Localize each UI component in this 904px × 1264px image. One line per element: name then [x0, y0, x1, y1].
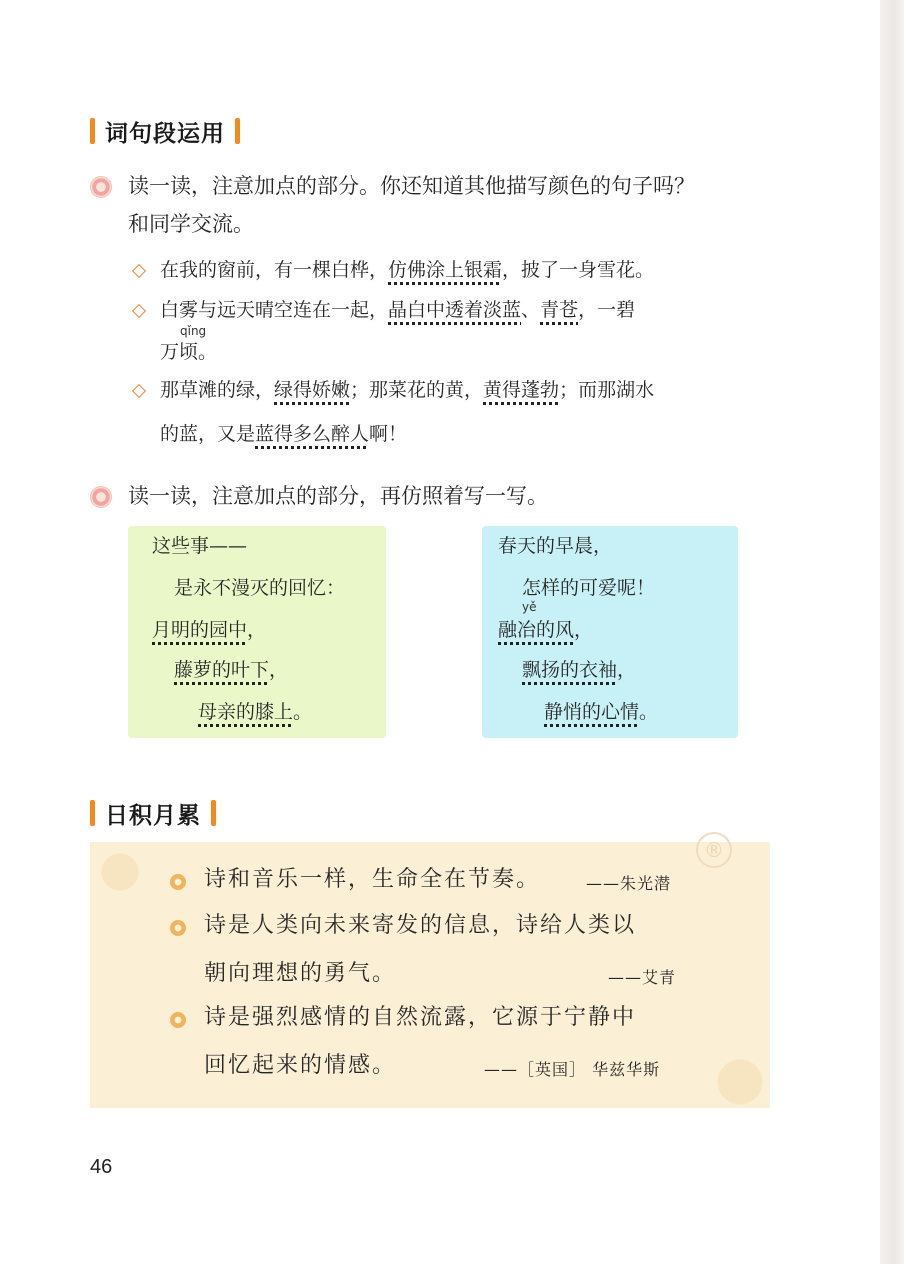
poem-line: 怎样的可爱呢！ [522, 577, 656, 599]
exercise-bullet-icon [90, 176, 112, 198]
quote-1-author: ——朱光潜 [586, 874, 672, 893]
text: 啊！ [369, 423, 408, 445]
pinyin-annotation: qǐng [180, 324, 207, 338]
text: 、 [521, 299, 541, 321]
text: ， [617, 659, 637, 681]
poem-line [522, 656, 636, 684]
quote-bullet-icon [170, 1012, 186, 1028]
poem-line [198, 698, 312, 726]
exercise1-prompt-line1: 读一读，注意加点的部分。你还知道其他描写颜色的句子吗？ [128, 174, 695, 198]
text: ， [574, 619, 594, 641]
text: 。 [198, 341, 218, 363]
text: ；那菜花的黄， [350, 379, 484, 401]
emphasized-text: 绿得娇嫩 [274, 379, 351, 401]
example-sentence-3 [160, 376, 654, 404]
page-edge-strip [880, 0, 904, 1264]
text: ，一碧 [578, 299, 636, 321]
example-box-right [482, 526, 738, 738]
emphasized-text: 月明的园中 [152, 619, 248, 641]
diamond-bullet-icon [132, 304, 146, 318]
pinyin-annotation: yě [522, 600, 537, 614]
text: 。 [639, 701, 659, 723]
section-title: 词句段运用 [105, 120, 225, 147]
emphasized-text: 晶白中透着淡蓝 [388, 299, 522, 321]
registered-watermark: ® [696, 832, 732, 868]
text: ， [269, 659, 289, 681]
poem-line: 春天的早晨， [498, 535, 613, 557]
poem-line: 这些事—— [152, 535, 248, 557]
poem-line [174, 656, 288, 684]
text: 。 [293, 701, 313, 723]
poem-line [152, 616, 266, 644]
header-bar-right [211, 800, 216, 826]
quote-bullet-icon [170, 874, 186, 890]
quote-3-author: ——［英国］ 华兹华斯 [484, 1060, 661, 1079]
text: ，披了一身雪花。 [502, 259, 655, 281]
text: 万顷 [160, 341, 199, 363]
text: 在我的窗前，有一棵白桦， [160, 259, 389, 281]
poem-line: 是永不漫灭的回忆： [174, 577, 346, 599]
exercise1-prompt-line2: 和同学交流。 [128, 212, 254, 236]
quote-bullet-icon [170, 920, 186, 936]
poem-line [498, 616, 593, 644]
poem-line [544, 698, 658, 726]
emphasized-text: 仿佛涂上银霜 [388, 259, 503, 281]
example-sentence-3-cont [160, 420, 407, 448]
header-bar-left [90, 800, 95, 826]
page-number: 46 [90, 1156, 113, 1178]
quote-2-author: ——艾青 [608, 968, 677, 987]
emphasized-text: 飘扬的衣袖 [522, 659, 618, 681]
quote-2-line1: 诗是人类向未来寄发的信息，诗给人类以 [204, 913, 637, 938]
emphasized-text: 藤萝的叶下 [174, 659, 270, 681]
emphasized-text: 母亲的膝上 [198, 701, 294, 723]
quote-1-text: 诗和音乐一样，生命全在节奏。 [204, 867, 541, 892]
text: ， [247, 619, 267, 641]
emphasized-text: 黄得蓬勃 [483, 379, 560, 401]
example-sentence-2 [160, 296, 635, 324]
example-sentence-2-cont [160, 338, 217, 366]
emphasized-text: 蓝得多么醉人 [255, 423, 370, 445]
header-bar-right [235, 118, 240, 144]
exercise2-prompt: 读一读，注意加点的部分，再仿照着写一写。 [128, 484, 548, 508]
emphasized-text: 融冶的风 [498, 619, 575, 641]
example-sentence-1 [160, 256, 654, 284]
exercise-bullet-icon [90, 486, 112, 508]
text: 白雾与远天晴空连在一起， [160, 299, 389, 321]
text: 那草滩的绿， [160, 379, 275, 401]
emphasized-text: 青苍 [540, 299, 579, 321]
diamond-bullet-icon [132, 384, 146, 398]
header-bar-left [90, 118, 95, 144]
text: 的蓝，又是 [160, 423, 256, 445]
quote-3-line1: 诗是强烈感情的自然流露，它源于宁静中 [204, 1005, 637, 1030]
example-box-left [128, 526, 386, 738]
section-header-accumulation [90, 796, 216, 830]
section-header-usage [90, 114, 240, 148]
text: ；而那湖水 [559, 379, 655, 401]
section-title: 日积月累 [105, 802, 201, 829]
quote-3-line2: 回忆起来的情感。 [204, 1053, 397, 1078]
diamond-bullet-icon [132, 264, 146, 278]
emphasized-text: 静悄的心情 [544, 701, 640, 723]
quote-2-line2: 朝向理想的勇气。 [204, 961, 397, 986]
